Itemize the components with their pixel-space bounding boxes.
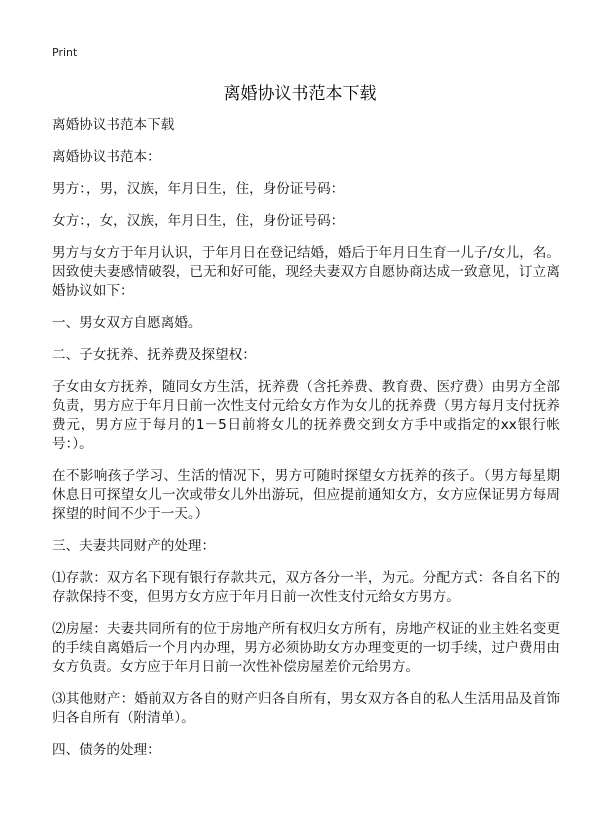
print-label: Print <box>52 46 78 59</box>
section-heading-2: 二、子女抚养、抚养费及探望权： <box>52 347 256 363</box>
document-body <box>52 116 560 773</box>
section-heading-1: 一、男女双方自愿离婚。 <box>52 315 202 331</box>
paragraph-child-support: 子女由女方抚养，随同女方生活，抚养费（含托养费、教育费、医疗费）由男方全部负责，男方应于年月日前一次性支付元给女方作为女儿的抚养费（男方每月支付抚养费元，男方应于每月的1－5日前将女儿的抚养费交到女方手中或指定的xx银行帐号：）。 <box>52 379 560 452</box>
paragraph-preamble: 男方与女方于年月认识，于年月日在登记结婚，婚后于年月日生育一儿子/女儿，名。因致使夫妻感情破裂，已无和好可能，现经夫妻双方自愿协商达成一致意见，订立离婚协议如下： <box>52 245 560 299</box>
paragraph-doc-name: 离婚协议书范本下载 <box>52 117 175 133</box>
paragraph-other-property: ⑶其他财产：婚前双方各自的财产归各自所有，男女双方各自的私人生活用品及首饰归各自所有（附清单）。 <box>52 691 560 726</box>
paragraph-visitation: 在不影响孩子学习、生活的情况下，男方可随时探望女方抚养的孩子。（男方每星期休息日可探望女儿一次或带女儿外出游玩，但应提前通知女方，女方应保证男方每周探望的时间不少于一天。） <box>52 468 560 522</box>
paragraph-sample-label: 离婚协议书范本： <box>52 149 161 165</box>
section-heading-4: 四、债务的处理： <box>52 742 161 758</box>
paragraph-housing: ⑵房屋：夫妻共同所有的位于房地产所有权归女方所有，房地产权证的业主姓名变更的手续自离婚后一个月内办理，男方必须协助女方办理变更的一切手续，过户费用由女方负责。女方应于年月日前一次性补偿房屋差价元给男方。 <box>52 621 560 675</box>
page-title: 离婚协议书范本下载 <box>223 84 377 104</box>
paragraph-savings: ⑴存款：双方名下现有银行存款共元，双方各分一半，为元。分配方式：各自名下的存款保持不变，但男方女方应于年月日前一次性支付元给女方男方。 <box>52 570 560 605</box>
paragraph-male-party: 男方：，男，汉族，年月日生，住，身份证号码： <box>52 181 345 197</box>
paragraph-female-party: 女方：，女，汉族，年月日生，住，身份证号码： <box>52 213 345 229</box>
section-heading-3: 三、夫妻共同财产的处理： <box>52 538 216 554</box>
